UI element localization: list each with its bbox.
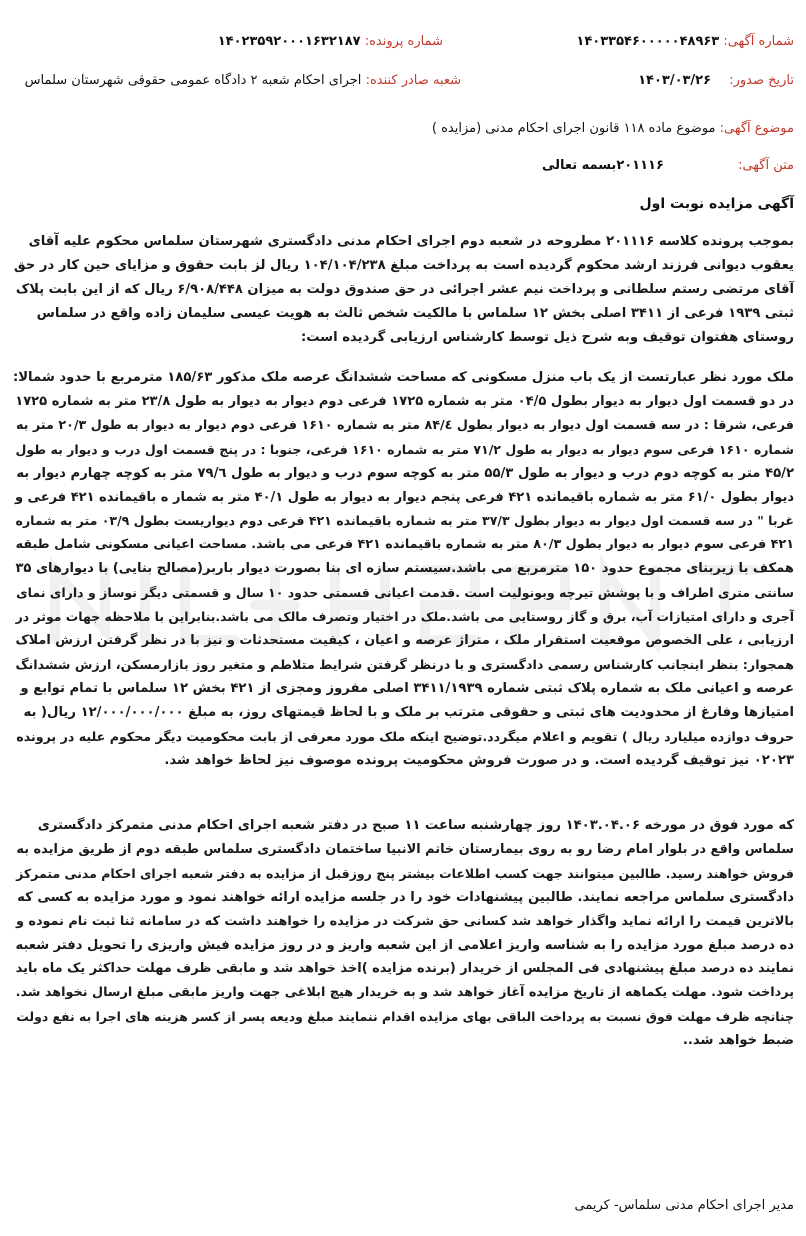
subject-field	[432, 121, 794, 136]
text-line: امتیازها وفارغ از محدودیت های ثبتی و حقوقی مترتب بر ملک و با لحاظ قیمتهای روز، به مبلغ ۱۲/۰۰۰/۰۰۰/۰۰۰ ریال( به	[23, 704, 794, 720]
text-line: ده درصد مبلغ مورد مزایده را به شناسه واریز اعلامی از این شعبه واریز و در روز مزایده فیش واریزی را تحویل دفتر شعبه	[15, 937, 794, 953]
text-line: فروش خواهند رسید. طالبین میتوانند جهت کسب اطلاعات بیشتر پنج روزقبل از مزایده به دفتر شعبه اجرای احکام مدنی متمرکز	[16, 865, 794, 881]
text-line: ۴۵/۲ متر به کوچه دوم درب و دیوار به طول ۵۵/۳ متر به کوچه سوم درب و دیوار به طول ۷۹/٦ متر به کوچه چهارم دیوار به	[16, 465, 794, 481]
text-line: سلماس واقع در بلوار امام رضا رو به روی بیمارستان خاتم الانبیا ساختمان دادگستری سلماس طبقه دوم از طریق مزایده به	[16, 841, 794, 857]
text-line: آقای مرتضی رستم سلطانی و پرداخت نیم عشر اجرائی در حق صندوق دولت به میزان ۶/۹۰۸/۴۴۸ ریال که از این بابت پلاک	[15, 281, 794, 297]
body-text-label: متن آگهی:	[738, 158, 794, 173]
text-line: ضبط خواهد شد..	[682, 1033, 794, 1049]
text-line: روستای هفتوان توقیف وبه شرح ذیل توسط کارشناس ارزیابی گردیده است:	[300, 329, 794, 345]
text-line: یعقوب دیوانی فرزند ارشد محکوم گردیده است به پرداخت مبلغ ۱۰۴/۱۰۴/۲۳۸ ریال لز بابت حقوق و مزایای حین کار در حق	[13, 257, 794, 273]
text-line: حروف دوازده میلیارد ریال ) تقویم و اعلام میگردد.توضیح اینکه ملک مورد معرفی از بابت محکومیت دیگر محکوم علیه در پرونده	[16, 728, 794, 744]
text-line: ملک مورد نظر عبارتست از یک باب منزل مسکونی که مساحت ششدانگ عرصه ملک مذکور ۱۸۵/۶۳ مترمربع با حدود شمالا:	[12, 370, 794, 385]
body-text-first-line: ۲۰۱۱۱۶بسمه تعالی	[541, 158, 664, 173]
text-line: غربا " در سه قسمت اول دیوار به دیوار بطول ۳۷/۳ متر به شماره باقیمانده ۴۲۱ فرعی دوم دیواریست بطول ۰۳/۹ متر به شماره	[15, 513, 794, 529]
subject-value: موضوع ماده ۱۱۸ قانون اجرای احکام مدنی (مزایده )	[431, 121, 716, 136]
text-line: شماره ۱۶۱۰ فرعی سوم دیوار به دیوار به طول ۷۱/۲ متر به شماره ۱۶۱۰ فرعی، جنوبا : در پنج قسمت اول درب و دیوار به طول	[15, 441, 794, 457]
case-number-label: شماره پرونده:	[364, 34, 443, 49]
text-line: نمایند ده درصد مبلغ پیشنهادی فی المجلس از خریدار (برنده مزایده )اخذ خواهد شد و مابقی ظرف مهلت حداکثر یک ماه باید	[15, 961, 794, 977]
issuing-branch-field	[25, 73, 461, 88]
text-line: عرصه و اعیانی ملک به شماره پلاک ثبتی شماره ۳۴۱۱/۱۹۳۹ اصلی مفروز ومجزی از ۴۲۱ بخش ۱۲ سلماس با تمام توابع و	[20, 680, 794, 696]
text-line: که مورد فوق در مورخه ۱۴۰۳.۰۴.۰۶ روز چهارشنبه ساعت ۱۱ صبح در دفتر شعبه اجرای احکام مدنی متمرکز دادگستری	[37, 818, 794, 833]
ad-number-label: شماره آگهی:	[723, 34, 794, 49]
paragraph-property-description	[12, 366, 794, 772]
text-line: پرداخت شود. مهلت یکماهه از تاریخ مزایده آغاز خواهد شد و به خریدار هیچ ابلاغی جهت واریز مابقی مبلغ ارسال نخواهد شد.	[15, 985, 794, 1001]
text-line: بالاترین قیمت را ارائه نماید واگذار خواهد شد کسانی حق شرکت در مزایده را خواهند داشت که در سامانه ثنا ثبت نام نموده و	[16, 913, 794, 929]
issue-date-value: ۱۴۰۳/۰۳/۲۶	[638, 73, 712, 88]
issuing-branch-value: اجرای احکام شعبه ۲ دادگاه عمومی حقوقی شهرستان سلماس	[24, 73, 362, 88]
text-line: چنانچه ظرف مهلت فوق نسبت به پرداخت الباقی بهای مزایده اقدام ننمایند مبلغ ودیعه پسر از کسر هزینه های اجرا به نفع دولت	[16, 1009, 794, 1025]
signature: مدیر اجرای احکام مدنی سلماس- کریمی	[574, 1198, 794, 1213]
text-line: همجوار: بنظر اینجانب کارشناس رسمی دادگستری و با درنظر گرفتن شرایط متلاطم و متغیر روز بازارمسکن، ارزش ششدانگ	[15, 656, 794, 672]
text-line: دیوار بطول ۶۱/۰ متر به شماره باقیمانده ۴۲۱ فرعی پنجم دیوار به دیوار به طول ۴۰/۱ متر به شمار ه باقیمانده ۴۲۱ فرعی و	[14, 489, 794, 505]
ad-number-value: ۱۴۰۳۳۵۴۶۰۰۰۰۰۴۸۹۶۳	[576, 34, 720, 49]
issuing-branch-label: شعبه صادر کننده:	[365, 73, 461, 88]
text-line: ۰۲۰۲۳ نیز توقیف گردیده است. و در صورت فروش محکومیت پرونده موصوف نیز لحاظ خواهد شد.	[164, 752, 794, 768]
text-line: آجری و دارای امتیازات آب، برق و گاز روستایی می باشد.ملک در اختیار وتصرف مالک می باشد.بنابراین با ملاحظه جهات موثر در	[15, 609, 794, 625]
subject-label: موضوع آگهی:	[719, 121, 794, 136]
issue-date-field	[638, 73, 794, 88]
text-line: فرعی، شرقا : در سه قسمت اول دیوار به دیوار بطول ۸۴/٤ متر به شماره ۱۶۱۰ فرعی دوم دیوار به دیوار به طول ۲۰/۳ متر به	[15, 417, 794, 433]
text-line: ثبتی ۱۹۳۹ فرعی از ۳۴۱۱ اصلی بخش ۱۲ سلماس با مالکیت شخص ثالث به هویت عیسی سلیمان زاده واقع در سلماس	[36, 305, 794, 321]
text-line: دادگستری سلماس مراجعه نمایند. طالبین پیشنهادات خود را در جلسه مزایده ارائه خواهند نمود و مورد مزایده به کسی که	[17, 889, 794, 905]
paragraph-judgment	[12, 230, 794, 350]
text-line: ارزیابی ، علی الخصوص موقعیت استقرار ملک ، متراژ عرصه و اعیان ، کیفیت مستحدثات و نیز با در نظر گرفتن ارزش املاک	[15, 632, 794, 648]
notice-title: آگهی مزایده نوبت اول	[639, 196, 794, 212]
text-line: همکف با زیربنای مجموع حدود ۱۵۰ مترمربع می باشد.سیستم سازه ای بنا بصورت دیوار باربر(مصالح بنایی) با دیوارهای ۳۵	[15, 561, 794, 577]
paragraph-auction-terms	[12, 814, 794, 1053]
case-number-value: ۱۴۰۲۳۵۹۲۰۰۰۱۶۳۲۱۸۷	[217, 34, 361, 49]
text-line: در دو قسمت اول دیوار به دیوار بطول ۰۴/۵ متر به شماره ۱۷۲۵ فرعی دوم دیوار به دیوار به طول ۲۳/۸ متر به شماره ۱۷۲۵	[15, 393, 794, 409]
issue-date-label: تاریخ صدور:	[729, 73, 794, 88]
body-text-field	[542, 158, 794, 173]
text-line: بموجب پرونده کلاسه ۲۰۱۱۱۶ مطروحه در شعبه دوم اجرای احکام مدنی دادگستری شهرستان سلماس محکوم علیه آقای	[28, 234, 794, 249]
text-line: سانتی متری اطراف و با پوشش تیرچه وبونولیت است .قدمت اعیانی قسمتی حدود ۱۰ سال و قسمتی دیگر نوساز و دارای نمای	[16, 585, 794, 601]
text-line: ۴۲۱ فرعی سوم دیوار به دیوار بطول ۸۰/۳ متر به شماره باقیمانده ۴۲۱ فرعی می باشد. مساحت اعیانی مسکونی شامل طبقه	[15, 537, 794, 553]
case-number-field	[218, 34, 443, 49]
ad-number-field	[576, 34, 794, 49]
